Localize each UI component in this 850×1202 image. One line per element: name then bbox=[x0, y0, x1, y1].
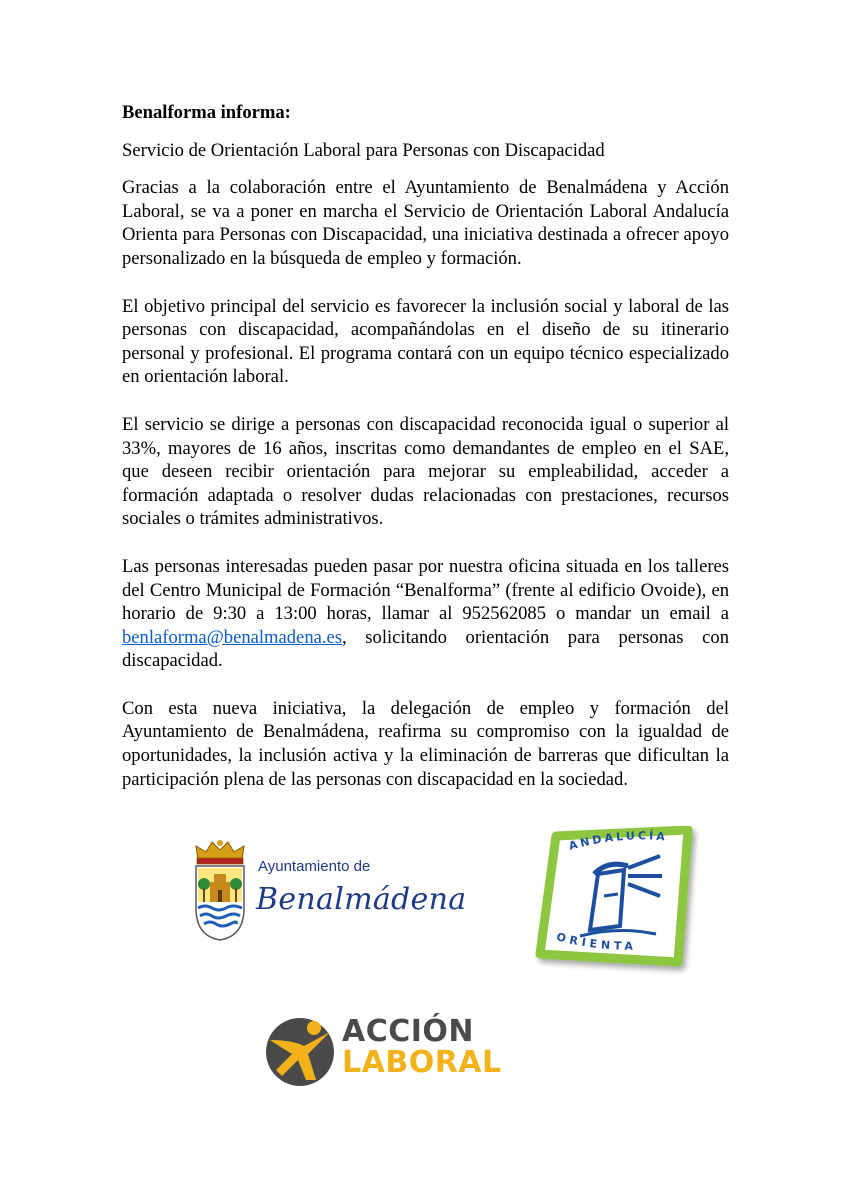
andalucia-bottom-text: ORIENTA bbox=[555, 930, 637, 953]
andalucia-top-text: ANDALUCÍA bbox=[567, 829, 669, 853]
paragraph-target: El servicio se dirige a personas con discapacidad reconocida igual o superior al 33%, mayores de 16 años, inscritas como demandantes de empleo en el SAE, que deseen recibir orientación para mejorar su empleabilidad, acceder a formación adaptada o resolver dudas relacionadas con prestaciones, recursos sociales o trámites administrativos. bbox=[122, 413, 729, 530]
benalmadena-logo bbox=[190, 838, 467, 942]
benalmadena-logo-line2: Benalmádena bbox=[256, 882, 467, 917]
document-body bbox=[122, 101, 729, 815]
accion-laboral-wordmark bbox=[342, 1016, 502, 1078]
email-link[interactable]: benlaforma@benalmadena.es bbox=[122, 626, 343, 648]
andalucia-orienta-logo bbox=[528, 826, 700, 978]
document-heading: Benalforma informa: bbox=[122, 102, 291, 123]
paragraph-intro: Gracias a la colaboración entre el Ayuntamiento de Benalmádena y Acción Laboral, se va a poner en marcha el Servicio de Orientación Laboral Andalucía Orienta para Personas con Discapacidad, una iniciativa destinada a ofrecer apoyo personalizado en la búsqueda de empleo y formación. bbox=[122, 177, 729, 269]
contact-text-before: Las personas interesadas pueden pasar por nuestra oficina situada en los talleres del Centro Municipal de Formación “Benalforma” (frente al edificio Ovoide), en horario de 9:30 a 13:00 horas, llamar al 952562085 o mandar un email a bbox=[122, 555, 729, 625]
benalmadena-coat-of-arms-icon bbox=[190, 838, 250, 942]
accion-laboral-line2: LABORAL bbox=[342, 1045, 502, 1080]
contact-text-after: , solicitando orientación para personas con discapacidad. bbox=[122, 626, 729, 672]
benalmadena-logo-line1: Ayuntamiento de bbox=[258, 858, 371, 875]
accion-laboral-logo bbox=[262, 1010, 502, 1090]
accion-laboral-line1: ACCIÓN bbox=[342, 1014, 475, 1049]
paragraph-objective: El objetivo principal del servicio es favorecer la inclusión social y laboral de las personas con discapacidad, acompañándolas en el diseño de su itinerario personal y profesional. El programa contará con un equipo técnico especializado en orientación laboral. bbox=[122, 295, 729, 388]
paragraph-conclusion: Con esta nueva iniciativa, la delegación de empleo y formación del Ayuntamiento de Benalmádena, reafirma su compromiso con la igualdad de oportunidades, la inclusión activa y la eliminación de barreras que dificultan la participación plena de las personas con discapacidad en la sociedad. bbox=[122, 697, 729, 790]
document-subtitle: Servicio de Orientación Laboral para Personas con Discapacidad bbox=[122, 139, 605, 161]
accion-laboral-figure-icon bbox=[262, 1010, 342, 1090]
paragraph-contact bbox=[122, 555, 729, 673]
andalucia-orienta-emblem-icon bbox=[528, 826, 700, 978]
